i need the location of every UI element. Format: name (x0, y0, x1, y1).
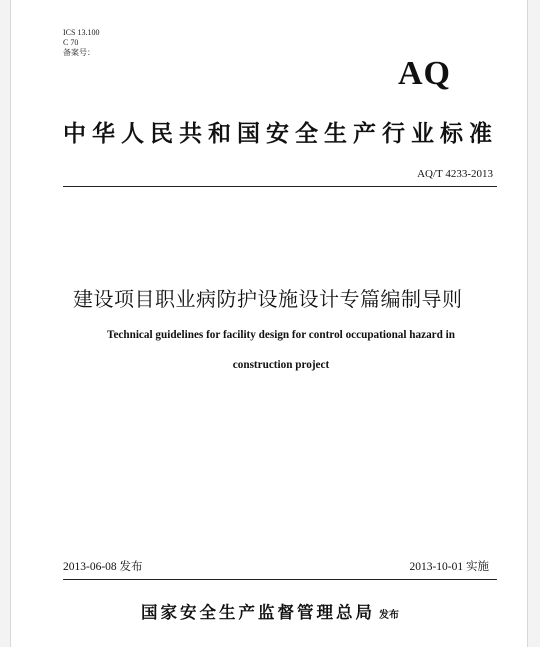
ics-code: ICS 13.100 (63, 28, 100, 37)
issue-date: 2013-06-08 发布 (63, 561, 143, 573)
record-number-label: 备案号： (63, 48, 95, 57)
footer-divider (63, 579, 497, 580)
document-page (10, 0, 528, 647)
issuing-action: 发布 (379, 610, 399, 621)
issuing-authority: 国家安全生产监督管理总局 (141, 603, 375, 622)
document-title-english (47, 320, 515, 380)
standard-mark: AQ (398, 55, 451, 92)
document-title-chinese: 建设项目职业病防护设施设计专篇编制导则 (73, 287, 463, 311)
classification-block (63, 28, 99, 58)
issuer-line (11, 602, 529, 627)
ccs-code: C 70 (63, 38, 79, 47)
english-title-line-2: construction project (232, 359, 330, 371)
standard-category-title: 中华人民共和国安全生产行业标准 (63, 121, 498, 147)
english-title-line-1: Technical guidelines for facility design for control occupational hazard in (107, 329, 455, 341)
effective-date: 2013-10-01 实施 (409, 561, 489, 573)
header-divider (63, 186, 497, 187)
standard-number: AQ/T 4233-2013 (417, 168, 493, 180)
